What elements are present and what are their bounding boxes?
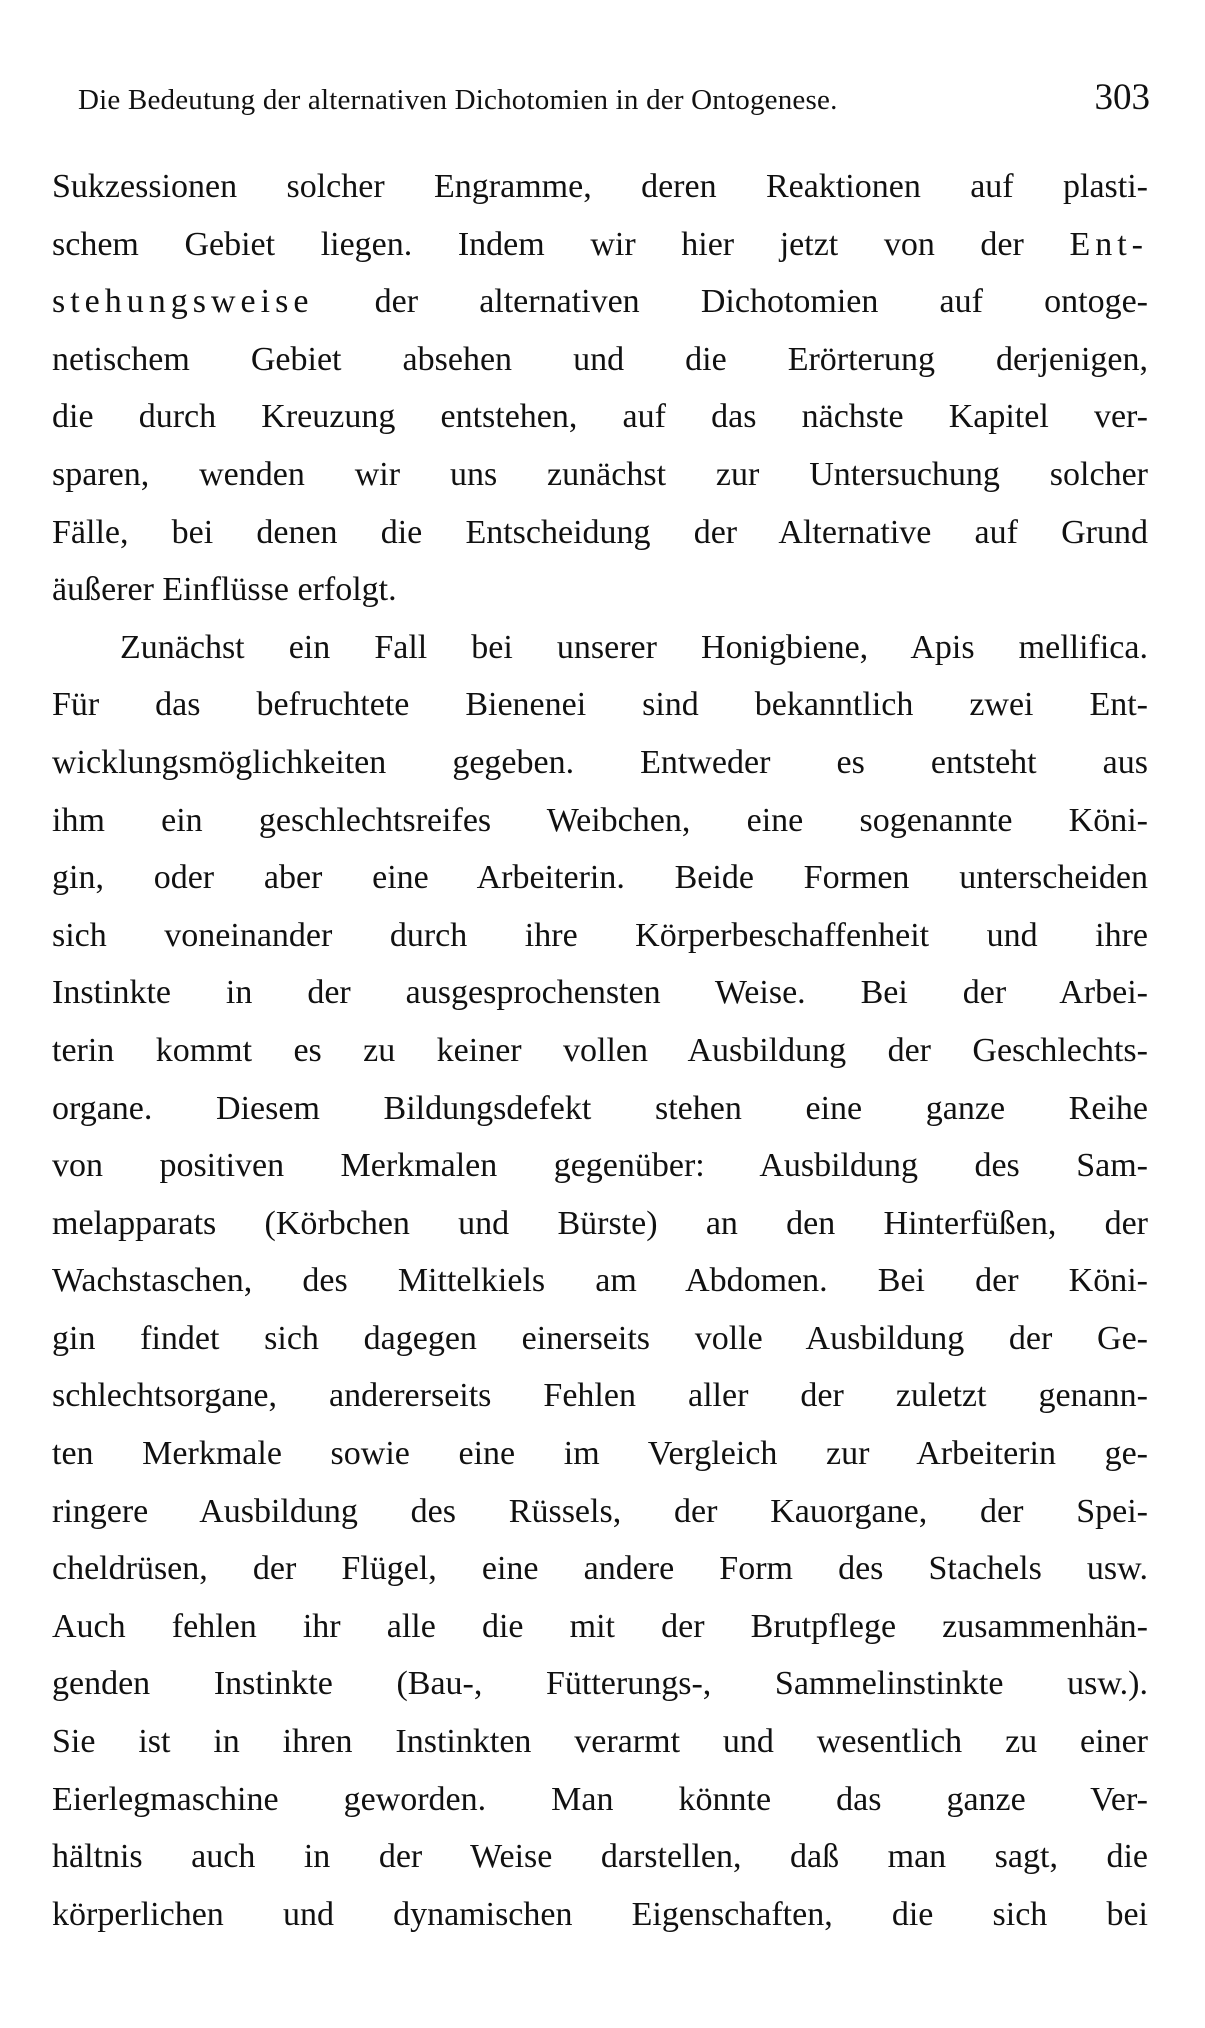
text-line: äußerer Einflüsse erfolgt. [52,571,397,609]
text-line: Sie ist in ihren Instinkten verarmt und wesentlich zu einer [52,1723,1148,1761]
text-line: cheldrüsen, der Flügel, eine andere Form des Stachels usw. [52,1550,1148,1588]
text-line: von positiven Merkmalen gegenüber: Ausbildung des Sam- [52,1147,1148,1185]
page-header [78,76,1150,126]
text-line: ten Merkmale sowie eine im Vergleich zur Arbeiterin ge- [52,1435,1148,1473]
text-line: gin, oder aber eine Arbeiterin. Beide Formen unterscheiden [52,859,1148,897]
text-line: stehungsweise der alternativen Dichotomien auf ontoge- [52,283,1148,321]
text-line: Fälle, bei denen die Entscheidung der Alternative auf Grund [52,513,1148,551]
text-line: terin kommt es zu keiner vollen Ausbildung der Geschlechts- [52,1031,1148,1069]
emphasized-word: Ent- [1069,225,1148,263]
page-number: 303 [1094,77,1150,118]
text-line: Instinkte in der ausgesprochensten Weise. Bei der Arbei- [52,974,1148,1012]
text-line: gin findet sich dagegen einerseits volle Ausbildung der Ge- [52,1319,1148,1357]
text-line: hältnis auch in der Weise darstellen, daß man sagt, die [52,1838,1148,1876]
text-line: Zunächst ein Fall bei unserer Honigbiene, Apis mellifica. [120,628,1148,666]
text-line: melapparats (Körbchen und Bürste) an den Hinterfüßen, der [52,1204,1148,1242]
text-line: die durch Kreuzung entstehen, auf das nächste Kapitel ver- [52,398,1148,436]
running-title: Die Bedeutung der alternativen Dichotomien in der Ontogenese. [78,84,838,116]
text-line: Auch fehlen ihr alle die mit der Brutpflege zusammenhän- [52,1607,1148,1645]
text-line: sparen, wenden wir uns zunächst zur Untersuchung solcher [52,455,1148,493]
text-line: Für das befruchtete Bienenei sind bekanntlich zwei Ent- [52,686,1148,724]
body-text [52,158,1148,1943]
text-line: körperlichen und dynamischen Eigenschaften, die sich bei [52,1895,1148,1933]
text-line: schem Gebiet liegen. Indem wir hier jetzt von der Ent- [52,225,1148,263]
text-line: Eierlegmaschine geworden. Man könnte das ganze Ver- [52,1780,1148,1818]
text-line: netischem Gebiet absehen und die Erörterung derjenigen, [52,340,1148,378]
text-line: wicklungsmöglichkeiten gegeben. Entweder es entsteht aus [52,743,1148,781]
text-line: ringere Ausbildung des Rüssels, der Kauorgane, der Spei- [52,1492,1148,1530]
text-line: schlechtsorgane, andererseits Fehlen aller der zuletzt genann- [52,1377,1148,1415]
text-line: sich voneinander durch ihre Körperbeschaffenheit und ihre [52,916,1148,954]
text-line: genden Instinkte (Bau-, Fütterungs-, Sammelinstinkte usw.). [52,1665,1148,1703]
text-line: Sukzessionen solcher Engramme, deren Reaktionen auf plasti- [52,168,1148,205]
text-line: ihm ein geschlechtsreifes Weibchen, eine sogenannte Köni- [52,801,1148,839]
emphasized-word: stehungsweise [52,283,314,321]
text-line: organe. Diesem Bildungsdefekt stehen eine ganze Reihe [52,1089,1148,1127]
text-line: Wachstaschen, des Mittelkiels am Abdomen. Bei der Köni- [52,1262,1148,1300]
